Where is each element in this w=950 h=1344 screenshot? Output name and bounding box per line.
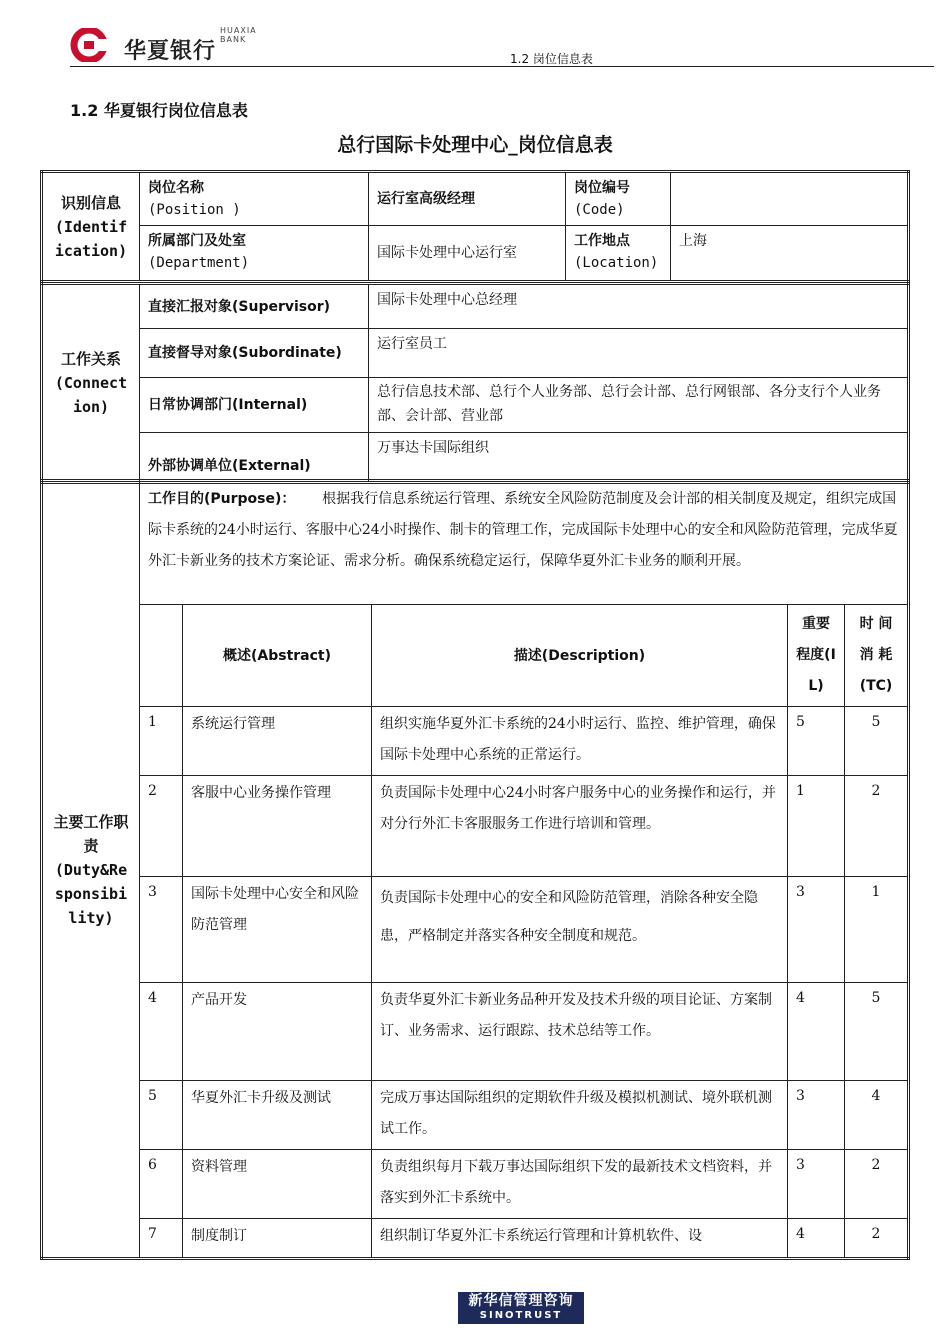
table-row (42, 877, 909, 983)
item-description: 负责国际卡处理中心24小时客户服务中心的业务操作和运行，并对分行外汇卡客服服务工作进行培训和管理。 (372, 776, 788, 877)
item-no: 2 (140, 776, 183, 877)
item-abstract: 国际卡处理中心安全和风险防范管理 (183, 877, 372, 983)
duty-table (40, 479, 910, 1260)
supervisor-label: 直接汇报对象(Supervisor) (140, 284, 369, 329)
item-description: 完成万事达国际组织的定期软件升级及模拟机测试、境外联机测试工作。 (372, 1081, 788, 1150)
purpose-text: 根据我行信息系统运行管理、系统安全风险防范制度及会计部的相关制度及规定，组织完成国际卡系统的24小时运行、客服中心24小时操作、制卡的管理工作，完成国际卡处理中心的安全和风险防范管理，完成华夏外汇卡新业务的技术方案论证、需求分析。确保系统稳定运行，保障华夏外汇卡业务的顺利开展。 (148, 491, 898, 569)
item-tc: 1 (845, 877, 909, 983)
item-il: 4 (788, 1219, 845, 1259)
duty-label-cn: 主要工作职责 (53, 812, 129, 855)
col-abstract-header: 概述(Abstract) (183, 605, 372, 707)
page-title: 总行国际卡处理中心_岗位信息表 (337, 134, 613, 156)
col-description-header: 描述(Description) (372, 605, 788, 707)
table-row (42, 1150, 909, 1219)
connection-table (40, 282, 910, 484)
section-title: 1.2 华夏银行岗位信息表 (70, 101, 248, 120)
duty-label (42, 481, 140, 1259)
sinotrust-logo-en: SINOTRUST (479, 1310, 563, 1321)
item-no: 4 (140, 983, 183, 1081)
table-row (42, 983, 909, 1081)
sinotrust-logo-cn: 新华信管理咨询 (468, 1293, 574, 1309)
huaxia-logo-icon (70, 28, 110, 62)
dept-label-en: (Department) (148, 255, 250, 271)
item-abstract: 产品开发 (183, 983, 372, 1081)
item-no: 6 (140, 1150, 183, 1219)
item-tc: 2 (845, 1150, 909, 1219)
item-il: 5 (788, 707, 845, 776)
item-description: 负责组织每月下载万事达国际组织下发的最新技术文档资料，并落实到外汇卡系统中。 (372, 1150, 788, 1219)
dept-value: 国际卡处理中心运行室 (369, 226, 566, 282)
item-abstract: 系统运行管理 (183, 707, 372, 776)
code-label-en: (Code) (574, 202, 625, 218)
location-label: 工作地点 (574, 233, 630, 249)
item-no: 3 (140, 877, 183, 983)
item-abstract: 客服中心业务操作管理 (183, 776, 372, 877)
item-il: 1 (788, 776, 845, 877)
location-label-cell (566, 226, 671, 282)
header-divider (70, 66, 934, 67)
code-label-cell (566, 172, 671, 226)
item-description: 负责华夏外汇卡新业务品种开发及技术升级的项目论证、方案制订、业务需求、运行跟踪、技术总结等工作。 (372, 983, 788, 1081)
connection-label-cn: 工作关系 (60, 350, 121, 368)
location-value: 上海 (671, 226, 909, 282)
table-row (42, 707, 909, 776)
bank-name-en: HUAXIA BANK (220, 26, 257, 44)
identification-label-cn: 识别信息 (60, 193, 121, 212)
header-section-ref: 1.2 岗位信息表 (510, 52, 593, 66)
dept-label-cell (140, 226, 369, 282)
position-label: 岗位名称 (148, 180, 204, 196)
sinotrust-logo (458, 1292, 584, 1324)
table-row (42, 1081, 909, 1150)
bank-logo (70, 24, 270, 64)
purpose-label: 工作目的(Purpose)： (148, 491, 296, 507)
code-label: 岗位编号 (574, 180, 630, 196)
duty-label-en: (Duty&Responsibility) (54, 860, 128, 927)
item-no: 1 (140, 707, 183, 776)
position-label-cell (140, 172, 369, 226)
identification-table (40, 170, 910, 283)
external-label: 外部协调单位(External) (140, 433, 369, 483)
item-tc: 5 (845, 983, 909, 1081)
internal-label: 日常协调部门(Internal) (140, 378, 369, 433)
item-il: 3 (788, 1081, 845, 1150)
supervisor-value: 国际卡处理中心总经理 (369, 284, 909, 329)
item-abstract: 资料管理 (183, 1150, 372, 1219)
item-description: 组织制订华夏外汇卡系统运行管理和计算机软件、设 (372, 1219, 788, 1259)
connection-label-en: (Connection) (54, 374, 128, 416)
item-abstract: 制度制订 (183, 1219, 372, 1259)
item-description: 组织实施华夏外汇卡系统的24小时运行、监控、维护管理，确保国际卡处理中心系统的正常运行。 (372, 707, 788, 776)
item-il: 4 (788, 983, 845, 1081)
dept-label: 所属部门及处室 (148, 233, 246, 249)
identification-label (42, 172, 140, 282)
bank-name-cn: 华夏银行 (124, 39, 217, 64)
item-description: 负责国际卡处理中心的安全和风险防范管理，消除各种安全隐患，严格制定并落实各种安全制度和规范。 (372, 877, 788, 983)
item-tc: 2 (845, 1219, 909, 1259)
internal-value: 总行信息技术部、总行个人业务部、总行会计部、总行网银部、各分支行个人业务部、会计部、营业部 (369, 378, 909, 433)
code-value (671, 172, 909, 226)
item-tc: 4 (845, 1081, 909, 1150)
item-abstract: 华夏外汇卡升级及测试 (183, 1081, 372, 1150)
item-no: 5 (140, 1081, 183, 1150)
subordinate-label: 直接督导对象(Subordinate) (140, 329, 369, 378)
item-tc: 2 (845, 776, 909, 877)
item-tc: 5 (845, 707, 909, 776)
location-label-en: (Location) (574, 255, 659, 271)
table-row (42, 776, 909, 877)
position-value: 运行室高级经理 (369, 172, 566, 226)
item-il: 3 (788, 1150, 845, 1219)
item-il: 3 (788, 877, 845, 983)
col-tc-header: 时 间 消 耗(TC) (845, 605, 909, 707)
purpose-cell (140, 481, 909, 605)
item-no: 7 (140, 1219, 183, 1259)
col-no-header (140, 605, 183, 707)
col-il-header: 重要程度(IL) (788, 605, 845, 707)
table-row (42, 1219, 909, 1259)
identification-label-en: (Identification) (54, 217, 128, 260)
subordinate-value: 运行室员工 (369, 329, 909, 378)
external-value: 万事达卡国际组织 (369, 433, 909, 483)
position-label-en: (Position ) (148, 202, 241, 218)
connection-label (42, 284, 140, 483)
